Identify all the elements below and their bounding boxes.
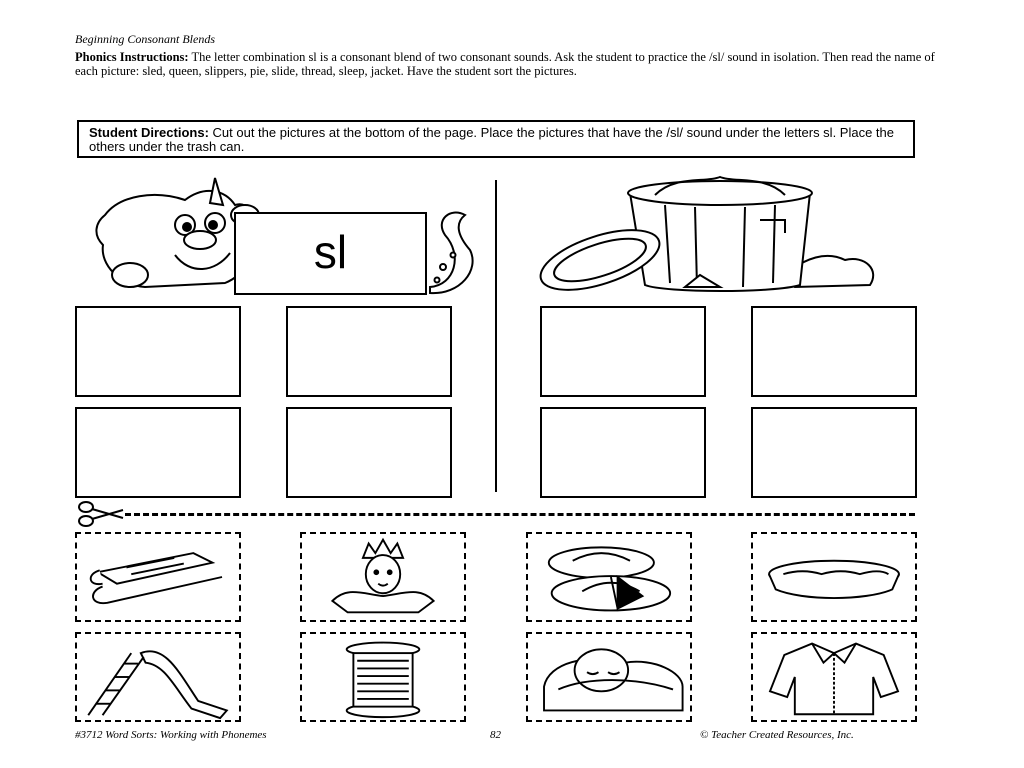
scissors-icon [77, 500, 125, 528]
jacket-icon [753, 634, 915, 720]
phonics-text: The letter combination sl is a consonant blend of two consonant sounds. Ask the student to practice the /sl/ sound in isolation. Then read the name of each picture: sled, queen, slippers, pie, slide, thread, sleep, jacket. Have the student sort the pictures. [75, 50, 935, 78]
sort-box-trash-4[interactable] [751, 407, 917, 498]
footer-title: #3712 Word Sorts: Working with Phonemes [75, 729, 267, 741]
sort-box-trash-1[interactable] [540, 306, 706, 397]
sort-box-sl-1[interactable] [75, 306, 241, 397]
phonics-label: Phonics Instructions: [75, 50, 189, 64]
sl-letters-box: sl [234, 212, 427, 295]
sled-icon [77, 534, 239, 620]
slippers-icon [528, 534, 690, 620]
picture-card-pie[interactable] [751, 532, 917, 622]
picture-card-jacket[interactable] [751, 632, 917, 722]
slide-icon [77, 634, 239, 720]
phonics-instructions [75, 50, 935, 78]
sleep-icon [528, 634, 690, 720]
sort-box-sl-4[interactable] [286, 407, 452, 498]
student-directions-box [77, 120, 915, 158]
cut-line [125, 513, 915, 516]
picture-card-queen[interactable] [300, 532, 466, 622]
pie-icon [753, 534, 915, 620]
thread-icon [302, 634, 464, 720]
picture-card-sled[interactable] [75, 532, 241, 622]
column-divider [495, 180, 497, 492]
sort-box-sl-2[interactable] [286, 306, 452, 397]
picture-card-thread[interactable] [300, 632, 466, 722]
queen-icon [302, 534, 464, 620]
picture-card-slippers[interactable] [526, 532, 692, 622]
directions-text: Cut out the pictures at the bottom of the page. Place the pictures that have the /sl/ sound under the letters sl. Place the others under the trash can. [89, 125, 894, 154]
picture-card-sleep[interactable] [526, 632, 692, 722]
picture-card-slide[interactable] [75, 632, 241, 722]
sort-box-trash-2[interactable] [751, 306, 917, 397]
worksheet-heading: Beginning Consonant Blends [75, 32, 215, 46]
sort-box-sl-3[interactable] [75, 407, 241, 498]
page-number: 82 [490, 729, 501, 741]
trash-can-illustration [535, 175, 905, 295]
sort-box-trash-3[interactable] [540, 407, 706, 498]
directions-label: Student Directions: [89, 125, 209, 140]
footer-copyright: © Teacher Created Resources, Inc. [700, 729, 854, 741]
